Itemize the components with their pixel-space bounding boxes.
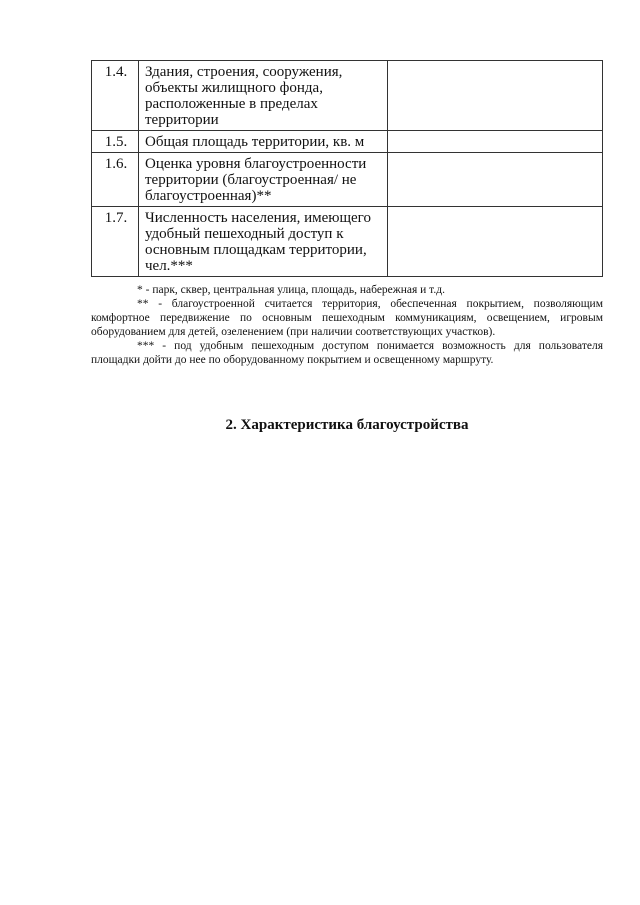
row-number: 1.5.: [92, 131, 139, 153]
section-heading: 2. Характеристика благоустройства: [225, 417, 469, 433]
row-value-cell: [388, 131, 603, 153]
row-number: 1.7.: [92, 207, 139, 277]
row-number: 1.6.: [92, 153, 139, 207]
row-description: Численность населения, имеющего удобный пешеходный доступ к основным площадкам территории, чел.***: [139, 207, 388, 277]
row-description: Здания, строения, сооружения, объекты жилищного фонда, расположенные в пределах территории: [139, 61, 388, 131]
footnote-3: *** - под удобным пешеходным доступом понимается возможность для пользователя площадки дойти до нее по оборудованному покрытием и освещенному маршруту.: [91, 340, 603, 366]
footnote-2: ** - благоустроенной считается территория, обеспеченная покрытием, позволяющим комфортное передвижение по основным пешеходным коммуникациям, освещением, игровым оборудованием для детей, озеленением (при наличии соответствующих участков).: [91, 298, 603, 338]
table-row: [92, 207, 603, 277]
table-row: [92, 153, 603, 207]
row-description: Оценка уровня благоустроенности территории (благоустроенная/ не благоустроенная)**: [139, 153, 388, 207]
row-number: 1.4.: [92, 61, 139, 131]
table-row: [92, 131, 603, 153]
row-value-cell: [388, 61, 603, 131]
row-description: Общая площадь территории, кв. м: [139, 131, 388, 153]
footnotes: [91, 283, 603, 367]
table-row: [92, 61, 603, 131]
row-value-cell: [388, 207, 603, 277]
row-value-cell: [388, 153, 603, 207]
territory-info-table: [91, 60, 603, 277]
footnote-1: * - парк, сквер, центральная улица, площадь, набережная и т.д.: [137, 284, 445, 296]
